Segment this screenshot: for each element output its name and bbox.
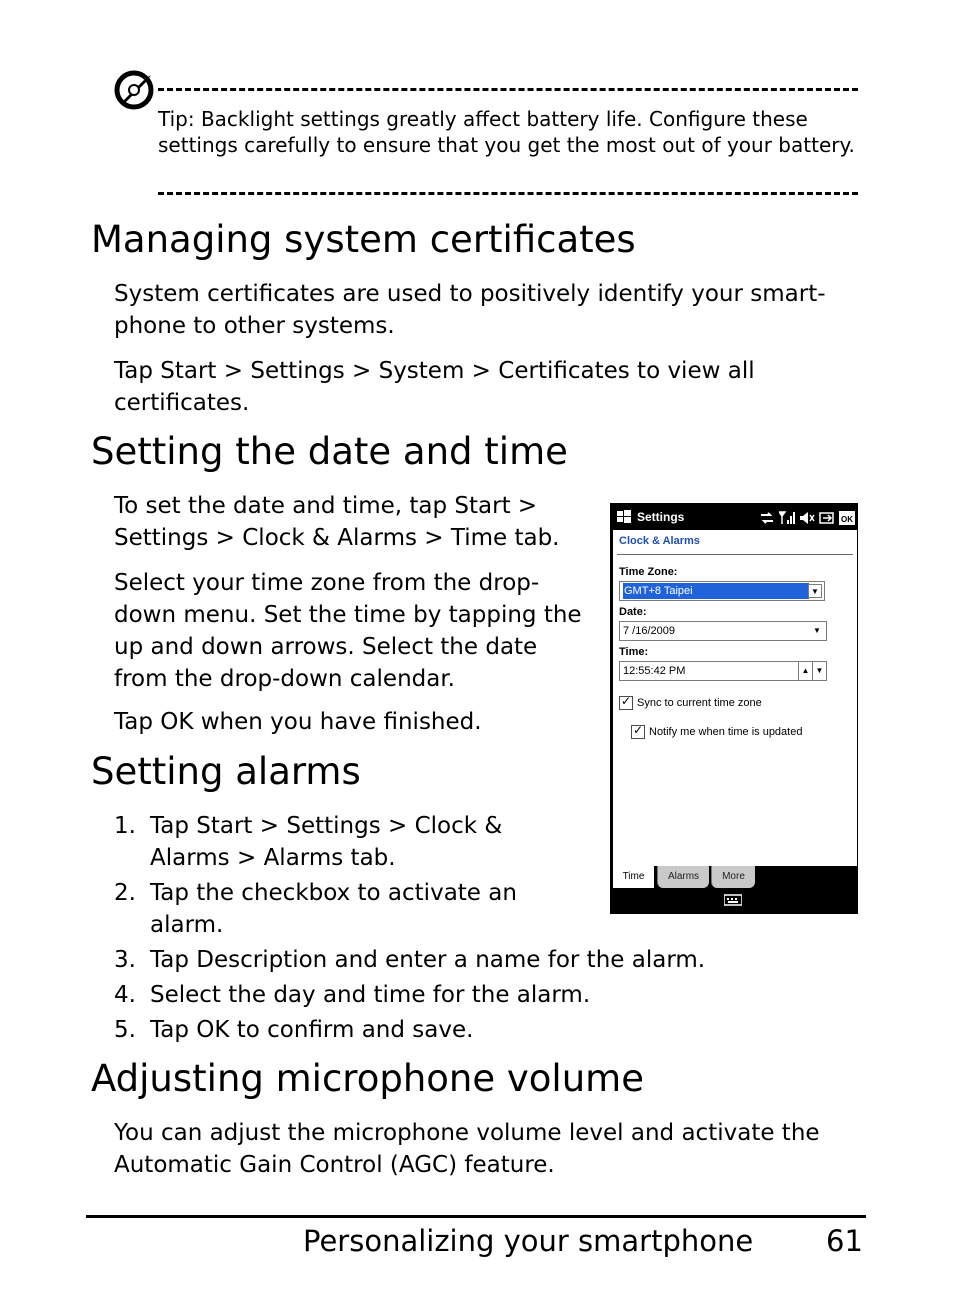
phone-title-bar [611, 504, 857, 530]
phone-section-header: Clock & Alarms [619, 535, 700, 547]
list-item: 5. Tap OK to confirm and save. [114, 1017, 474, 1043]
timezone-label: Time Zone: [619, 566, 678, 578]
tip-icon [113, 67, 159, 113]
microphone-description: You can adjust the microphone volume level and activate the Automatic Gain Control (AGC) feature. [114, 1120, 820, 1178]
phone-divider [617, 554, 853, 555]
tab-more[interactable]: More [711, 866, 755, 888]
list-item: 4. Select the day and time for the alarm. [114, 982, 591, 1008]
tab-alarms[interactable]: Alarms [657, 866, 709, 888]
notify-checkbox[interactable]: ✓ Notify me when time is updated [631, 725, 802, 739]
svg-text:OK: OK [841, 515, 853, 524]
phone-content [613, 530, 857, 866]
timezone-select[interactable]: GMT+8 Taipei ▼ [619, 581, 825, 601]
volume-icon[interactable] [799, 509, 815, 525]
certificates-instructions: Tap Start > Settings > System > Certificates to view all certificates. [114, 358, 755, 416]
phone-status-icons [759, 509, 855, 525]
connectivity-icon[interactable] [759, 509, 775, 525]
footer-divider [86, 1215, 866, 1218]
time-stepper[interactable]: 12:55:42 PM ▲ ▼ [619, 661, 827, 681]
phone-tab-bar [613, 866, 857, 888]
list-item: 2. Tap the checkbox to activate an alarm. [114, 880, 517, 938]
list-item: 3. Tap Description and enter a name for the alarm. [114, 947, 706, 973]
date-time-instructions: Select your time zone from the drop-down menu. Set the time by tapping the up and down arrows. Select the date from the drop-down calendar. [114, 570, 582, 692]
windows-logo-icon [617, 510, 631, 524]
chevron-down-icon[interactable]: ▼ [808, 584, 822, 598]
ok-icon[interactable] [839, 509, 855, 525]
heading-microphone-volume: Adjusting microphone volume [91, 1057, 644, 1100]
battery-icon[interactable] [819, 509, 835, 525]
checkbox-checked-icon[interactable] [631, 725, 645, 739]
chevron-down-icon[interactable]: ▼ [810, 624, 824, 638]
phone-screenshot [610, 503, 858, 914]
date-time-navigation: To set the date and time, tap Start > Settings > Clock & Alarms > Time tab. [114, 493, 560, 551]
signal-icon[interactable] [779, 509, 795, 525]
time-up-arrow-icon[interactable]: ▲ [798, 662, 812, 680]
tab-time[interactable]: Time [613, 866, 655, 888]
sync-timezone-checkbox[interactable]: ✓ Sync to current time zone [619, 696, 762, 710]
checkbox-checked-icon[interactable] [619, 696, 633, 710]
time-label: Time: [619, 646, 649, 658]
date-label: Date: [619, 606, 647, 618]
footer-chapter: Personalizing your smartphone [303, 1224, 754, 1258]
list-item: 1. Tap Start > Settings > Clock & Alarms > Alarms tab. [114, 813, 503, 871]
tip-text: Tip: Backlight settings greatly affect battery life. Configure these settings carefully to ensure that you get the most out of your battery. [158, 107, 855, 157]
tip-bottom-divider [158, 192, 858, 195]
phone-title: Settings [637, 510, 685, 524]
date-time-finish: Tap OK when you have finished. [114, 709, 482, 735]
page-number: 61 [826, 1224, 863, 1258]
heading-date-time: Setting the date and time [91, 430, 568, 473]
certificates-description: System certificates are used to positively identify your smart-phone to other systems. [114, 281, 826, 339]
time-down-arrow-icon[interactable]: ▼ [812, 662, 826, 680]
heading-managing-certificates: Managing system certificates [91, 218, 636, 261]
heading-setting-alarms: Setting alarms [91, 750, 361, 793]
tip-top-divider [158, 88, 858, 91]
date-select[interactable]: 7 /16/2009 ▼ [619, 621, 827, 641]
keyboard-icon[interactable] [724, 892, 742, 906]
